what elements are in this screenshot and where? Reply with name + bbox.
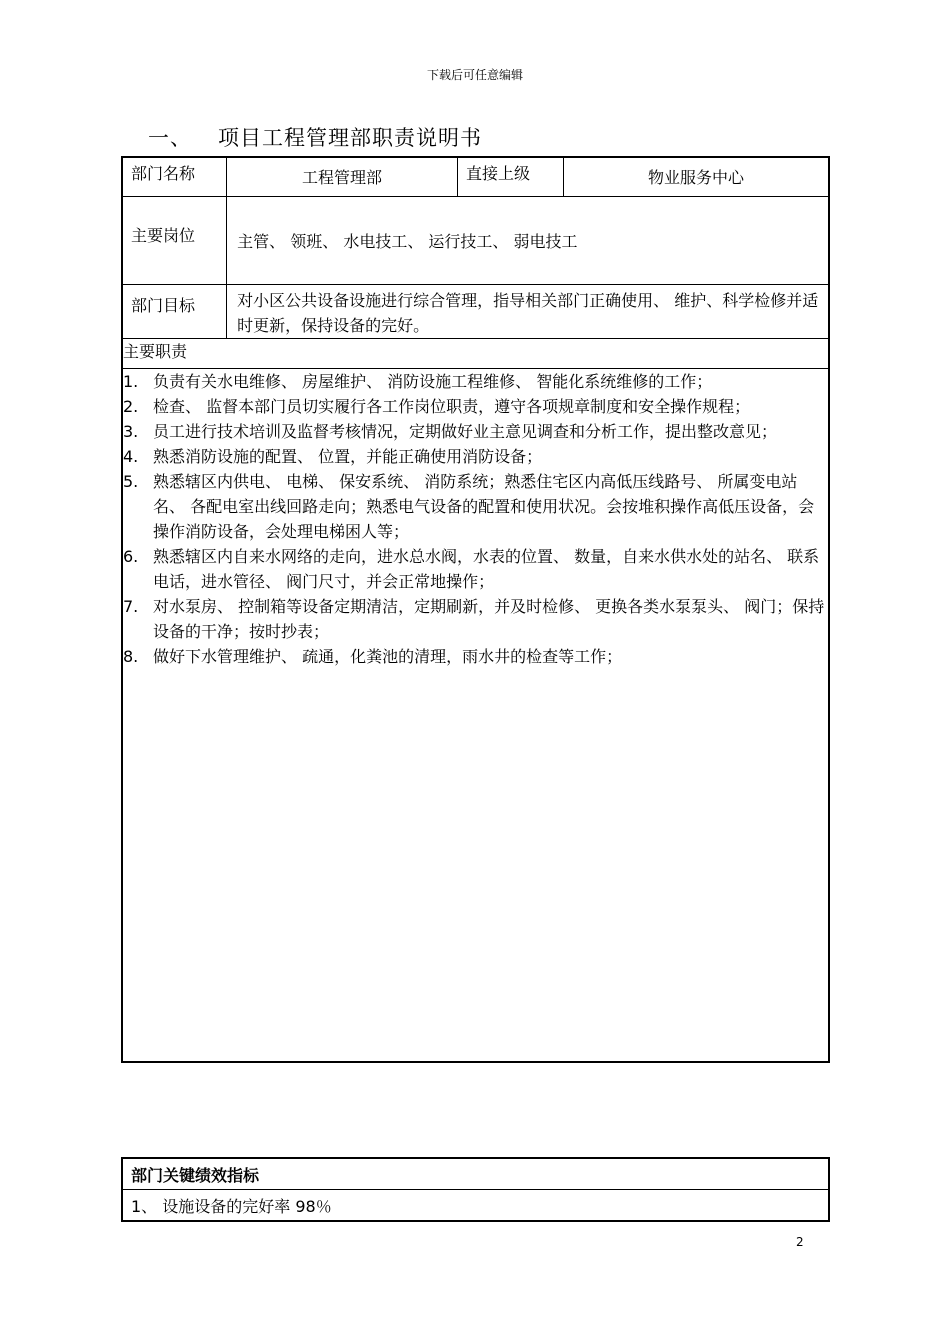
duty-number: 3. xyxy=(123,421,139,441)
duty-number: 1. xyxy=(123,371,139,391)
duty-number: 8. xyxy=(123,646,139,666)
kpi-header: 部门关键绩效指标 xyxy=(122,1158,829,1190)
goal-label: 部门目标 xyxy=(122,284,227,338)
kpi-table xyxy=(121,1157,830,1222)
responsibility-table xyxy=(121,156,830,1063)
duties-row xyxy=(122,368,829,1062)
superior-value: 物业服务中心 xyxy=(564,157,829,196)
duties-cell xyxy=(122,368,829,1062)
goal-row xyxy=(122,284,829,338)
duty-item xyxy=(123,369,828,394)
duties-label-row xyxy=(122,338,829,368)
duties-list xyxy=(123,369,828,669)
duty-number: 4. xyxy=(123,446,139,466)
duties-label: 主要职责 xyxy=(122,338,829,368)
page-number: 2 xyxy=(796,1235,804,1249)
section-number: 一、 xyxy=(148,126,192,150)
duty-text: 做好下水管理维护、 疏通，化粪池的清理，雨水井的检查等工作； xyxy=(153,646,623,666)
duty-item xyxy=(123,544,828,594)
duty-item xyxy=(123,594,828,644)
dept-name-label: 部门名称 xyxy=(122,157,227,196)
duty-item xyxy=(123,644,828,669)
duty-number: 6. xyxy=(123,546,139,566)
positions-label: 主要岗位 xyxy=(122,196,227,284)
duty-text: 检查、 监督本部门员切实履行各工作岗位职责，遵守各项规章制度和安全操作规程； xyxy=(153,396,751,416)
superior-label: 直接上级 xyxy=(457,157,563,196)
header-note: 下载后可任意编辑 xyxy=(426,68,523,82)
duty-item xyxy=(123,394,828,419)
positions-row xyxy=(122,196,829,284)
duty-item xyxy=(123,419,828,444)
dept-name-value: 工程管理部 xyxy=(227,157,458,196)
positions-value: 主管、 领班、 水电技工、 运行技工、 弱电技工 xyxy=(227,196,829,284)
section-title-text: 项目工程管理部职责说明书 xyxy=(218,126,482,150)
duty-number: 5. xyxy=(123,471,139,491)
duty-text: 熟悉消防设施的配置、 位置，并能正确使用消防设备； xyxy=(153,446,543,466)
duty-text: 熟悉辖区内供电、 电梯、 保安系统、 消防系统；熟悉住宅区内高低压线路号、 所属变电站名、 各配电室出线回路走向；熟悉电气设备的配置和使用状况。会按堆积操作高低压设备，会操作消防设备，会处理电梯困人等； xyxy=(153,471,815,541)
duty-text: 员工进行技术培训及监督考核情况，定期做好业主意见调查和分析工作，提出整改意见； xyxy=(153,421,778,441)
goal-value: 对小区公共设备设施进行综合管理，指导相关部门正确使用、 维护、科学检修并适时更新，保持设备的完好。 xyxy=(227,284,829,338)
duty-number: 2. xyxy=(123,396,139,416)
dept-row xyxy=(122,157,829,196)
duty-text: 负责有关水电维修、 房屋维护、 消防设施工程维修、 智能化系统维修的工作； xyxy=(153,371,713,391)
kpi-item: 1、 设施设备的完好率 98％ xyxy=(122,1190,829,1222)
duty-item xyxy=(123,444,828,469)
duty-text: 熟悉辖区内自来水网络的走向，进水总水阀，水表的位置、 数量，自来水供水处的站名、 联系电话，进水管径、 阀门尺寸，并会正常地操作； xyxy=(153,546,820,591)
duty-item xyxy=(123,469,828,544)
duty-number: 7. xyxy=(123,596,139,616)
section-title xyxy=(148,122,482,152)
duty-text: 对水泵房、 控制箱等设备定期清洁，定期刷新，并及时检修、 更换各类水泵泵头、 阀门；保持设备的干净；按时抄表； xyxy=(153,596,825,641)
